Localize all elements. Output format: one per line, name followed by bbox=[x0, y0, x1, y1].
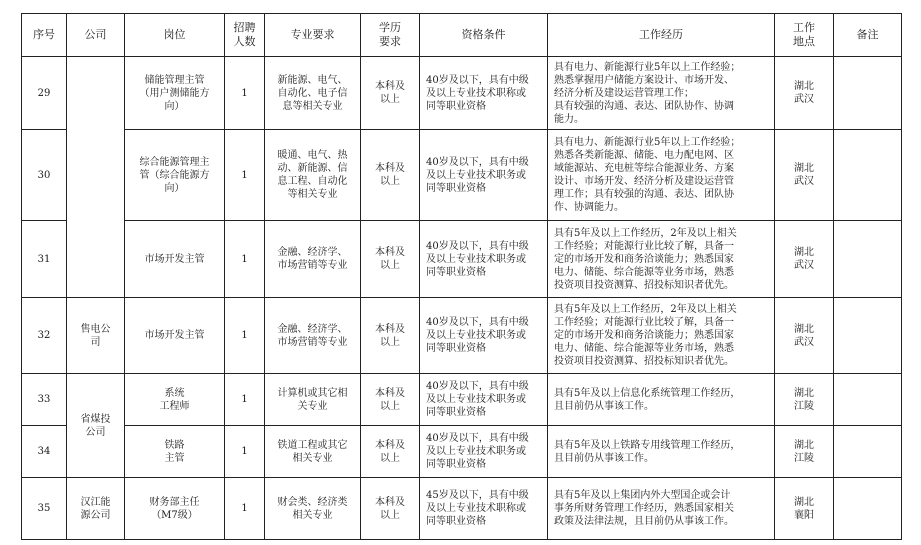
table-row bbox=[22, 57, 902, 130]
cell-position: 系统 工程师 bbox=[125, 374, 225, 426]
cell-education: 本科及 以上 bbox=[361, 426, 420, 478]
cell-major: 财会类、经济类 相关专业 bbox=[265, 478, 361, 540]
cell-remarks bbox=[834, 298, 902, 374]
table-row bbox=[22, 298, 902, 374]
cell-position: 铁路 主管 bbox=[125, 426, 225, 478]
cell-education: 本科及 以上 bbox=[361, 130, 420, 221]
cell-location: 湖北 武汉 bbox=[775, 57, 834, 130]
header-seq: 序号 bbox=[22, 14, 67, 57]
cell-location: 湖北 武汉 bbox=[775, 298, 834, 374]
cell-qualification: 40岁及以下，具有中级 及以上专业技术职务或 同等职业资格 bbox=[420, 221, 548, 298]
cell-count: 1 bbox=[225, 478, 265, 540]
cell-position: 市场开发主管 bbox=[125, 298, 225, 374]
cell-remarks bbox=[834, 478, 902, 540]
cell-experience: 具有电力、新能源行业5年以上工作经验； 熟悉各类新能源、储能、电力配电网、区 域能源站、充电桩等综合能源业务、方案 设计、市场开发、经济分析及建设运营管 理工作；具有较强的沟通、表达、团队协 作、协调能力。 bbox=[548, 130, 775, 221]
cell-company: 售电公 司 bbox=[67, 298, 125, 374]
cell-count: 1 bbox=[225, 374, 265, 426]
cell-position: 综合能源管理主 管（综合能源方 向） bbox=[125, 130, 225, 221]
cell-remarks bbox=[834, 426, 902, 478]
cell-seq: 33 bbox=[22, 374, 67, 426]
header-experience: 工作经历 bbox=[548, 14, 775, 57]
cell-remarks bbox=[834, 57, 902, 130]
cell-remarks bbox=[834, 221, 902, 298]
table-row bbox=[22, 221, 902, 298]
cell-count: 1 bbox=[225, 57, 265, 130]
cell-location: 湖北 江陵 bbox=[775, 374, 834, 426]
header-major: 专业要求 bbox=[265, 14, 361, 57]
cell-company: 汉江能 源公司 bbox=[67, 478, 125, 540]
header-position: 岗位 bbox=[125, 14, 225, 57]
cell-seq: 29 bbox=[22, 57, 67, 130]
cell-count: 1 bbox=[225, 426, 265, 478]
header-qualification: 资格条件 bbox=[420, 14, 548, 57]
cell-position: 储能管理主管 （用户测储能方 向） bbox=[125, 57, 225, 130]
cell-seq: 32 bbox=[22, 298, 67, 374]
cell-count: 1 bbox=[225, 221, 265, 298]
cell-location: 湖北 武汉 bbox=[775, 130, 834, 221]
cell-qualification: 40岁及以下，具有中级 及以上专业技术职称或 同等职业资格 bbox=[420, 57, 548, 130]
cell-experience: 具有5年及以上铁路专用线管理工作经历， 且目前仍从事该工作。 bbox=[548, 426, 775, 478]
table-row bbox=[22, 426, 902, 478]
header-location: 工作 地点 bbox=[775, 14, 834, 57]
cell-education: 本科及 以上 bbox=[361, 298, 420, 374]
cell-seq: 34 bbox=[22, 426, 67, 478]
cell-education: 本科及 以上 bbox=[361, 57, 420, 130]
cell-remarks bbox=[834, 130, 902, 221]
cell-qualification: 40岁及以下，具有中级 及以上专业技术职务或 同等职业资格 bbox=[420, 374, 548, 426]
cell-location: 湖北 襄阳 bbox=[775, 478, 834, 540]
header-education: 学历 要求 bbox=[361, 14, 420, 57]
header-count: 招聘 人数 bbox=[225, 14, 265, 57]
cell-major: 新能源、电气、 自动化、电子信 息等相关专业 bbox=[265, 57, 361, 130]
cell-education: 本科及 以上 bbox=[361, 478, 420, 540]
cell-major: 铁道工程或其它 相关专业 bbox=[265, 426, 361, 478]
cell-education: 本科及 以上 bbox=[361, 221, 420, 298]
cell-education: 本科及 以上 bbox=[361, 374, 420, 426]
cell-position: 市场开发主管 bbox=[125, 221, 225, 298]
cell-location: 湖北 江陵 bbox=[775, 426, 834, 478]
table-row bbox=[22, 478, 902, 540]
cell-qualification: 40岁及以下，具有中级 及以上专业技术职务或 同等职业资格 bbox=[420, 426, 548, 478]
cell-experience: 具有5年及以上工作经历，2年及以上相关 工作经验；对能源行业比较了解，具备一 定的市场开发和商务洽谈能力；熟悉国家 电力、储能、综合能源等业务市场，熟悉 投资项目投资测算、招投标知识者优先。 bbox=[548, 221, 775, 298]
cell-seq: 30 bbox=[22, 130, 67, 221]
cell-count: 1 bbox=[225, 130, 265, 221]
table-row bbox=[22, 130, 902, 221]
cell-experience: 具有5年及以上集团内外大型国企或会计 事务所财务管理工作经历，熟悉国家相关 政策及法律法规，且目前仍从事该工作。 bbox=[548, 478, 775, 540]
cell-count: 1 bbox=[225, 298, 265, 374]
header-remarks: 备注 bbox=[834, 14, 902, 57]
cell-seq: 35 bbox=[22, 478, 67, 540]
cell-qualification: 45岁及以下，具有中级 及以上专业技术职称或 同等职业资格 bbox=[420, 478, 548, 540]
recruitment-table bbox=[21, 13, 902, 540]
recruitment-table-container bbox=[21, 13, 902, 540]
cell-seq: 31 bbox=[22, 221, 67, 298]
cell-major: 计算机或其它相 关专业 bbox=[265, 374, 361, 426]
header-row bbox=[22, 14, 902, 57]
cell-qualification: 40岁及以下，具有中级 及以上专业技术职务或 同等职业资格 bbox=[420, 298, 548, 374]
cell-position: 财务部主任 （M7级） bbox=[125, 478, 225, 540]
cell-experience: 具有电力、新能源行业5年以上工作经验； 熟悉掌握用户储能方案设计、市场开发、 经济分析及建设运营管理工作； 具有较强的沟通、表达、团队协作、协调 能力。 bbox=[548, 57, 775, 130]
cell-qualification: 40岁及以下，具有中级 及以上专业技术职务或 同等职业资格 bbox=[420, 130, 548, 221]
cell-company bbox=[67, 57, 125, 298]
cell-remarks bbox=[834, 374, 902, 426]
cell-experience: 具有5年及以上工作经历，2年及以上相关 工作经验；对能源行业比较了解，具备一 定的市场开发和商务洽谈能力；熟悉国家 电力、储能、综合能源等业务市场，熟悉 投资项目投资测算、招投标知识者优先。 bbox=[548, 298, 775, 374]
cell-experience: 具有5年及以上信息化系统管理工作经历， 且目前仍从事该工作。 bbox=[548, 374, 775, 426]
cell-location: 湖北 武汉 bbox=[775, 221, 834, 298]
cell-company: 省煤投 公司 bbox=[67, 374, 125, 478]
table-row bbox=[22, 374, 902, 426]
cell-major: 暖通、电气、热 动、新能源、信 息工程、自动化 等相关专业 bbox=[265, 130, 361, 221]
header-company: 公司 bbox=[67, 14, 125, 57]
cell-major: 金融、经济学、 市场营销等专业 bbox=[265, 221, 361, 298]
cell-major: 金融、经济学、 市场营销等专业 bbox=[265, 298, 361, 374]
